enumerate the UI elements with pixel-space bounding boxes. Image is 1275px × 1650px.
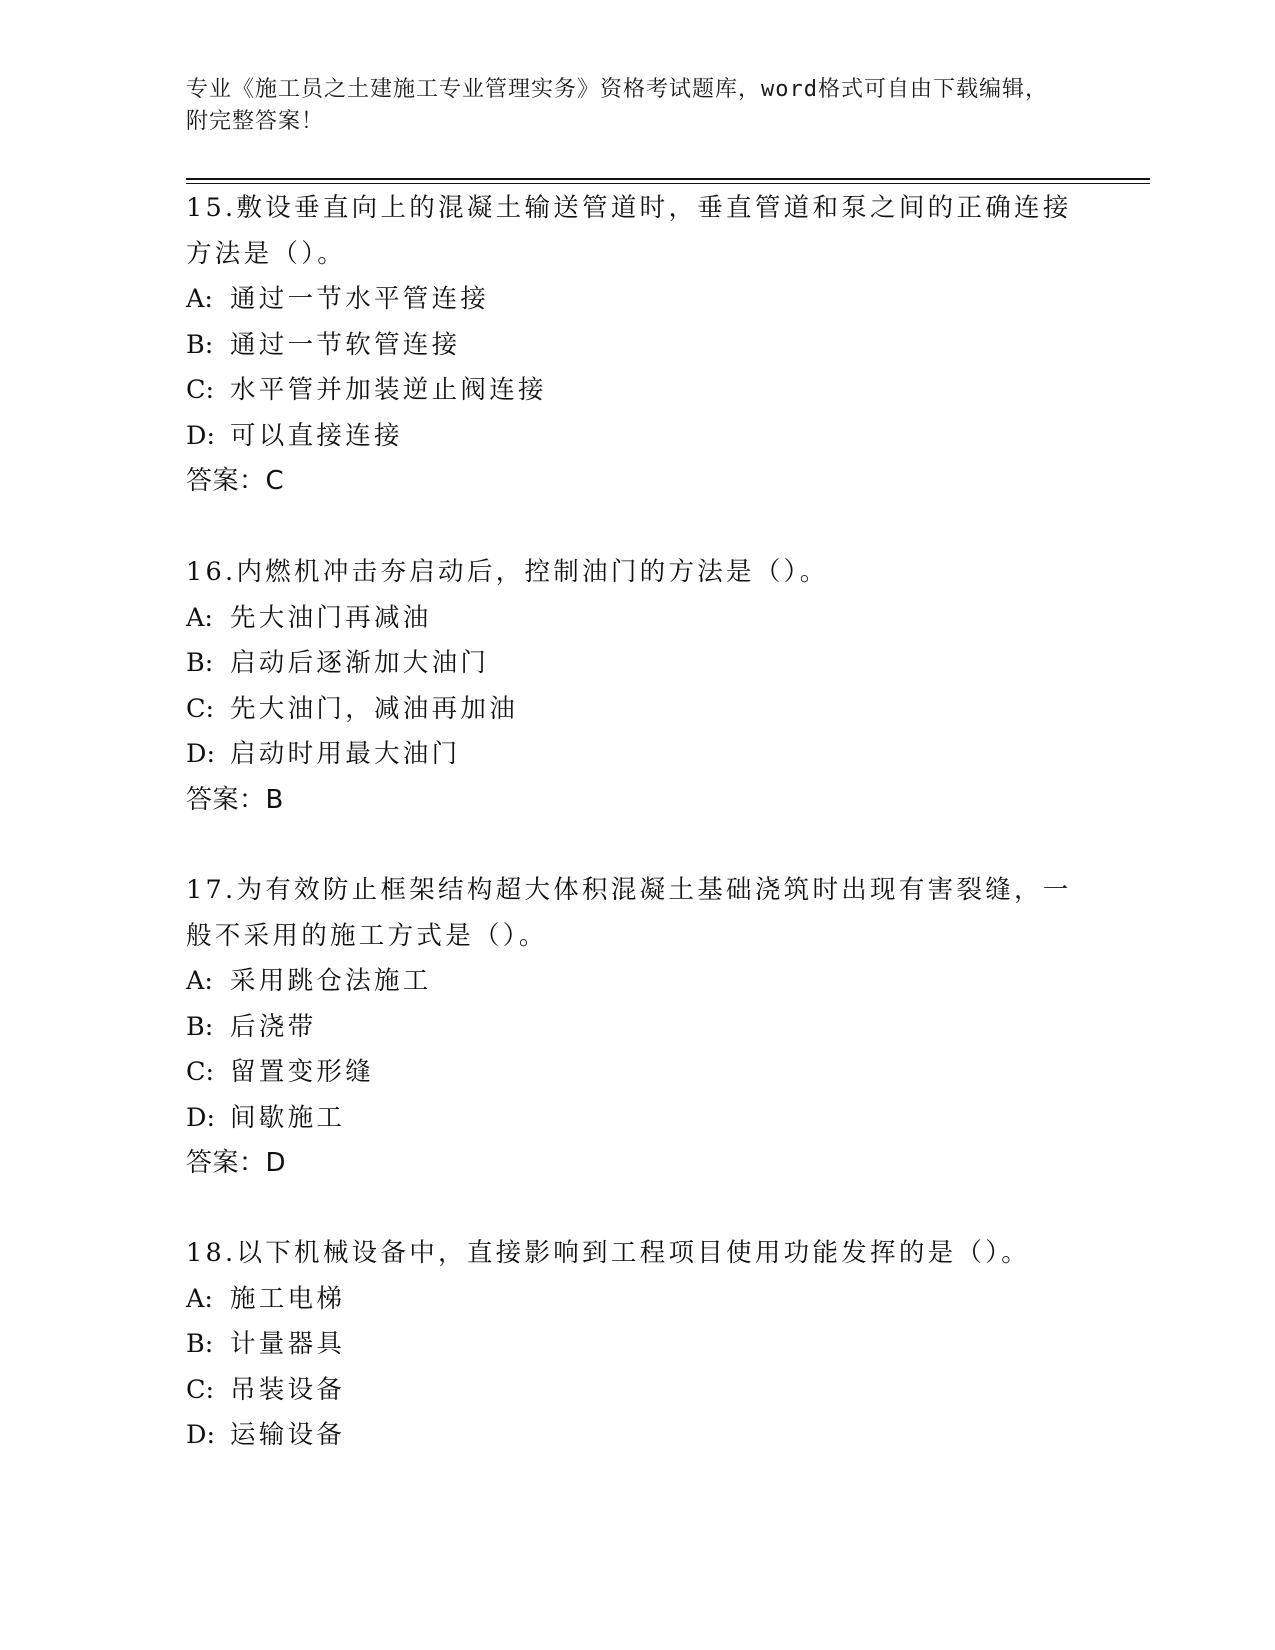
option-b (186, 323, 1086, 369)
option-letter: C: (186, 1057, 215, 1087)
header-divider-thick (186, 178, 1150, 180)
option-text: 采用跳仓法施工 (230, 966, 432, 996)
option-letter: B: (186, 329, 214, 360)
option-text: 先大油门再减油 (230, 602, 432, 633)
header-divider-thin (186, 183, 1150, 184)
option-d (186, 732, 1086, 778)
question-18 (186, 1231, 1086, 1459)
question-stem: 18.以下机械设备中，直接影响到工程项目使用功能发挥的是（）。 (186, 1238, 1031, 1268)
option-text: 留置变形缝 (230, 1057, 375, 1087)
option-letter: A: (186, 966, 214, 996)
option-text: 可以直接连接 (230, 420, 403, 451)
question-15 (186, 186, 1086, 505)
option-letter: C: (186, 375, 215, 405)
option-c (186, 1050, 1086, 1096)
option-letter: D: (186, 739, 216, 769)
answer-line: 答案：D (186, 1148, 287, 1178)
option-b (186, 1005, 1086, 1051)
option-letter: D: (186, 1102, 216, 1133)
question-17 (186, 868, 1086, 1187)
option-d (186, 414, 1086, 460)
document-header: 专业《施工员之土建施工专业管理实务》资格考试题库，word格式可自由下载编辑，附完整答案！ (186, 77, 1048, 134)
question-stem: 15.敷设垂直向上的混凝土输送管道时，垂直管道和泵之间的正确连接方法是（）。 (186, 193, 1072, 269)
option-d (186, 1413, 1086, 1459)
option-text: 启动后逐渐加大油门 (230, 648, 490, 678)
question-stem: 17.为有效防止框架结构超大体积混凝土基础浇筑时出现有害裂缝，一般不采用的施工方式是（）。 (186, 875, 1072, 951)
option-letter: A: (186, 602, 214, 633)
option-c (186, 368, 1086, 414)
option-text: 先大油门，减油再加油 (230, 693, 519, 724)
option-letter: C: (186, 1374, 215, 1405)
option-c (186, 687, 1086, 733)
option-text: 启动时用最大油门 (230, 739, 461, 769)
option-a (186, 596, 1086, 642)
option-text: 间歇施工 (230, 1102, 346, 1133)
option-text: 运输设备 (230, 1420, 346, 1450)
option-letter: A: (186, 1283, 214, 1314)
option-letter: D: (186, 1420, 216, 1450)
option-letter: C: (186, 693, 215, 724)
option-letter: A: (186, 284, 214, 314)
option-a (186, 959, 1086, 1005)
option-c (186, 1368, 1086, 1414)
option-letter: B: (186, 648, 214, 678)
option-text: 通过一节软管连接 (230, 329, 461, 360)
option-text: 水平管并加装逆止阀连接 (230, 375, 547, 405)
option-letter: B: (186, 1011, 214, 1042)
option-text: 后浇带 (230, 1011, 317, 1042)
option-text: 计量器具 (230, 1329, 346, 1359)
option-text: 吊装设备 (230, 1374, 346, 1405)
answer-line: 答案：B (186, 784, 284, 815)
option-b (186, 1322, 1086, 1368)
option-letter: B: (186, 1329, 214, 1359)
option-a (186, 277, 1086, 323)
option-a (186, 1277, 1086, 1323)
option-b (186, 641, 1086, 687)
option-letter: D: (186, 420, 216, 451)
answer-line: 答案：C (186, 466, 285, 496)
option-d (186, 1096, 1086, 1142)
option-text: 通过一节水平管连接 (230, 284, 490, 314)
question-16 (186, 550, 1086, 823)
question-stem: 16.内燃机冲击夯启动后，控制油门的方法是（）。 (186, 557, 829, 587)
option-text: 施工电梯 (230, 1283, 346, 1314)
